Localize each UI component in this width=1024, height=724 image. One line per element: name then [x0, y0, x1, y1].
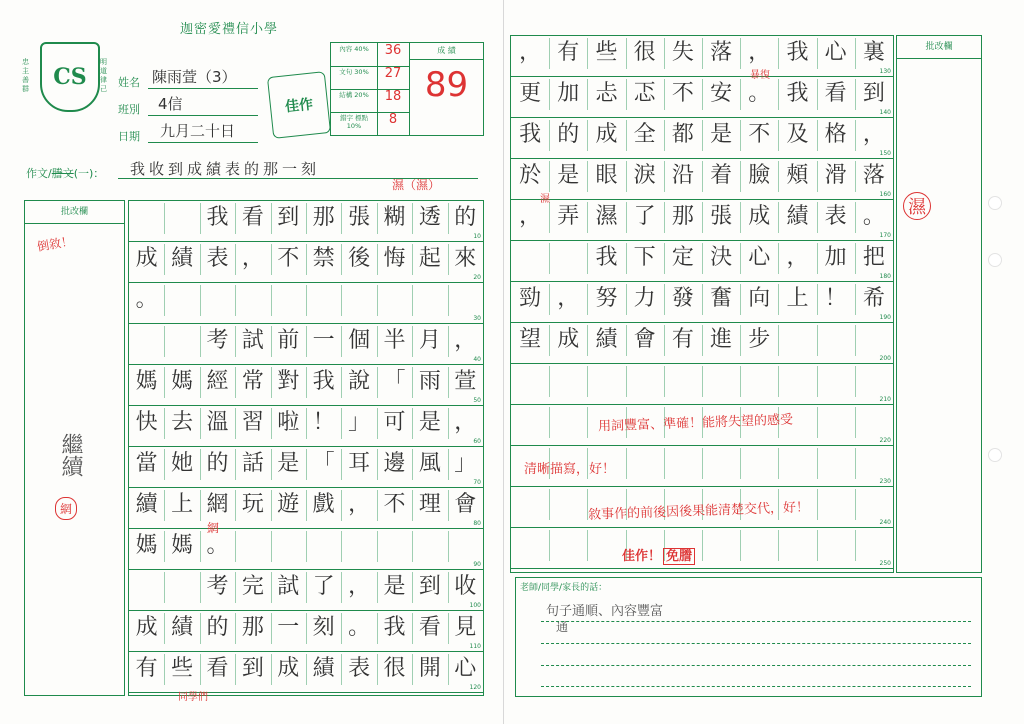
grid-line-number: 30: [473, 315, 481, 322]
grid-character: 沿: [671, 163, 694, 188]
grid-character: 看: [206, 656, 229, 681]
grid-character: 不: [748, 122, 771, 147]
grid-character: 前: [277, 328, 300, 353]
grid-character: ，: [241, 246, 264, 271]
grid-character: 表: [206, 246, 229, 271]
grid-character: 。: [135, 287, 158, 312]
grid-character: 了: [633, 204, 656, 229]
grid-character: 有: [557, 40, 580, 65]
inline-correction: 濕: [540, 194, 550, 205]
grid-character: 心: [454, 656, 477, 681]
award-label: 佳作！: [622, 549, 662, 564]
grid-character: 不: [671, 81, 694, 106]
grid-character: 媽: [171, 369, 194, 394]
grid-character: 習: [241, 410, 264, 435]
score-value: 36: [384, 43, 402, 58]
grid-character: 看: [241, 205, 264, 230]
margin-comment: 網: [55, 497, 77, 520]
score-label: 錯字 標點 10%: [339, 114, 369, 130]
grid-character: 一: [277, 615, 300, 640]
grid-character: 萱: [454, 369, 477, 394]
grid-character: ！: [824, 286, 847, 311]
grid-row-text: [129, 283, 483, 318]
score-row: [331, 112, 409, 134]
grid-character: 雨: [418, 369, 441, 394]
grid-character: ，: [454, 328, 477, 353]
grid-character: 臉: [748, 163, 771, 188]
motto-left: 忠主善群: [22, 58, 29, 93]
grid-line-number: 40: [473, 356, 481, 363]
grid-row-text: [511, 528, 893, 563]
stamp-label: 佳作: [284, 96, 314, 116]
essay-type-struck: 謄文: [51, 167, 74, 180]
grid-character: 。: [348, 615, 371, 640]
class-underline: [148, 115, 258, 116]
grid-character: 當: [135, 451, 158, 476]
grid-character: 對: [277, 369, 300, 394]
grid-character: 耳: [348, 451, 371, 476]
grid-character: 考: [206, 574, 229, 599]
grid-character: 成: [135, 615, 158, 640]
grid-character: 把: [862, 245, 885, 270]
grade-header: 成 績: [410, 43, 483, 60]
grid-line-number: 230: [879, 478, 891, 485]
excellent-stamp: [267, 71, 331, 139]
grid-character: 成: [748, 204, 771, 229]
grid-character: 努: [595, 286, 618, 311]
grid-character: 張: [710, 204, 733, 229]
grid-character: 我: [786, 40, 809, 65]
grid-character: 有: [671, 327, 694, 352]
grid-character: 試: [277, 574, 300, 599]
grid-character: 成: [595, 122, 618, 147]
grid-character: 是: [277, 451, 300, 476]
comment-line: [541, 665, 971, 666]
grid-line-number: 50: [473, 397, 481, 404]
grid-line-number: 70: [473, 479, 481, 486]
grid-character: ，: [748, 40, 771, 65]
grid-row-text: [511, 364, 893, 399]
grid-character: 進: [710, 327, 733, 352]
grade-value: 89: [424, 65, 469, 105]
grid-character: 那: [241, 615, 264, 640]
grid-character: 。: [862, 204, 885, 229]
grid-character: ，: [519, 40, 542, 65]
grid-character: 弄: [557, 204, 580, 229]
grid-character: ，: [348, 492, 371, 517]
grid-character: ，: [786, 245, 809, 270]
grid-character: 到: [277, 205, 300, 230]
grid-character: 是: [557, 163, 580, 188]
grid-character: 績: [786, 204, 809, 229]
score-value: 27: [384, 66, 402, 81]
grid-line-number: 120: [469, 684, 481, 691]
grid-character: 些: [595, 40, 618, 65]
grid-character: 考: [206, 328, 229, 353]
grid-character: 到: [241, 656, 264, 681]
grid-character: ，: [519, 204, 542, 229]
grid-line-number: 220: [879, 437, 891, 444]
grid-character: 媽: [135, 533, 158, 558]
teacher-comment: 敘事作的前後因後果能清楚交代，好！: [587, 500, 810, 523]
grid-character: 更: [519, 81, 542, 106]
grid-character: 風: [418, 451, 441, 476]
grid-character: 決: [710, 245, 733, 270]
grid-line-number: 140: [879, 109, 891, 116]
left-essay-grid: [128, 200, 484, 696]
grid-character: 上: [171, 492, 194, 517]
grid-character: 啦: [277, 410, 300, 435]
date-label: 日期: [118, 130, 140, 143]
school-logo: [40, 42, 100, 112]
grid-character: 邊: [383, 451, 406, 476]
grid-character: 發: [671, 286, 694, 311]
grid-character: 表: [348, 656, 371, 681]
grid-character: 看: [824, 81, 847, 106]
grid-character: 那: [312, 205, 335, 230]
grid-character: 績: [171, 615, 194, 640]
grid-character: 於: [519, 163, 542, 188]
grid-line-number: 100: [469, 602, 481, 609]
grid-character: 我: [312, 369, 335, 394]
grid-character: 我: [595, 245, 618, 270]
grid-character: 月: [418, 328, 441, 353]
grid-character: 加: [824, 245, 847, 270]
grid-character: 起: [418, 246, 441, 271]
name-underline: [148, 88, 258, 89]
grid-character: 的: [557, 122, 580, 147]
grid-character: 奮: [710, 286, 733, 311]
grid-character: 理: [418, 492, 441, 517]
essay-type-suffix: (一)：: [73, 167, 105, 180]
binder-hole: [988, 253, 1002, 267]
grid-character: 開: [418, 656, 441, 681]
grid-character: 「: [383, 369, 406, 394]
page-fold: [503, 0, 504, 724]
grid-character: 媽: [135, 369, 158, 394]
grid-character: 的: [206, 615, 229, 640]
teacher-comment: 用詞豐富、準確！能將失望的感受: [597, 412, 794, 435]
marking-column-header: 批改欄: [897, 36, 981, 59]
grid-character: ，: [862, 122, 885, 147]
grid-character: 會: [633, 327, 656, 352]
grid-character: 收: [454, 574, 477, 599]
grid-character: 」: [454, 451, 477, 476]
grid-character: 媽: [171, 533, 194, 558]
grid-character: 去: [171, 410, 194, 435]
grid-character: 我: [519, 122, 542, 147]
grid-character: 」: [348, 410, 371, 435]
grid-character: 來: [454, 246, 477, 271]
grid-character: 步: [748, 327, 771, 352]
class-value: 4信: [158, 95, 183, 113]
grid-character: 後: [348, 246, 371, 271]
right-essay-grid: [510, 35, 894, 573]
grid-line-number: 170: [879, 232, 891, 239]
margin-comment: 繼續: [58, 433, 83, 477]
grid-character: 刻: [312, 615, 335, 640]
grid-character: 些: [171, 656, 194, 681]
grid-character: ！: [312, 410, 335, 435]
inline-correction: 暴復: [750, 70, 770, 81]
comment-box: [515, 577, 982, 697]
grid-character: 安: [710, 81, 733, 106]
grid-character: 全: [633, 122, 656, 147]
grid-line-number: 60: [473, 438, 481, 445]
comment-line: [541, 686, 971, 687]
grid-character: 續: [135, 492, 158, 517]
grid-character: 加: [557, 81, 580, 106]
grid-character: 有: [135, 656, 158, 681]
name-label: 姓名: [118, 76, 140, 89]
grid-character: 頰: [786, 163, 809, 188]
grid-line-number: 20: [473, 274, 481, 281]
grid-character: 忑: [633, 81, 656, 106]
grid-character: 試: [241, 328, 264, 353]
grid-character: 那: [671, 204, 694, 229]
grid-character: 到: [862, 81, 885, 106]
grid-character: 見: [454, 615, 477, 640]
grid-character: 是: [418, 410, 441, 435]
grid-character: 心: [748, 245, 771, 270]
binder-hole: [988, 196, 1002, 210]
comment-text: 通: [556, 620, 569, 634]
grid-character: 。: [748, 81, 771, 106]
grid-character: 完: [241, 574, 264, 599]
grid-line-number: 10: [473, 233, 481, 240]
grid-character: 成: [557, 327, 580, 352]
grid-character: 績: [595, 327, 618, 352]
grid-character: 不: [383, 492, 406, 517]
grid-character: 濕: [595, 204, 618, 229]
grid-character: 定: [671, 245, 694, 270]
grid-character: 個: [348, 328, 371, 353]
grid-character: 到: [418, 574, 441, 599]
grid-character: 她: [171, 451, 194, 476]
grid-character: 下: [633, 245, 656, 270]
grid-character: 淚: [633, 163, 656, 188]
school-name: 迦密愛禮信小學: [180, 22, 279, 37]
award-note: [622, 545, 695, 564]
grid-character: 網: [206, 492, 229, 517]
grid-line-number: 240: [879, 519, 891, 526]
grid-character: 看: [418, 615, 441, 640]
score-label: 內容 40%: [339, 45, 369, 53]
grid-character: 可: [383, 410, 406, 435]
grid-character: 了: [312, 574, 335, 599]
score-label: 文句 30%: [339, 68, 369, 76]
grid-character: 很: [383, 656, 406, 681]
grid-line-number: 250: [879, 560, 891, 567]
grid-character: 透: [418, 205, 441, 230]
grid-character: ，: [454, 410, 477, 435]
grid-row-line: [511, 568, 893, 569]
marking-column-header: 批改欄: [25, 201, 124, 224]
score-value: 8: [388, 112, 398, 127]
grid-character: 落: [862, 163, 885, 188]
grid-character: 禁: [312, 246, 335, 271]
grid-character: 一: [312, 328, 335, 353]
score-row: [331, 89, 409, 113]
grid-character: 「: [312, 451, 335, 476]
grid-character: 的: [454, 205, 477, 230]
grid-character: 我: [786, 81, 809, 106]
comment-text: 句子通順、內容豐富: [546, 604, 664, 619]
grid-character: 眼: [595, 163, 618, 188]
grid-character: 勁: [519, 286, 542, 311]
grid-character: 失: [671, 40, 694, 65]
grid-character: 不: [277, 246, 300, 271]
grid-character: 悔: [383, 246, 406, 271]
grid-character: 績: [312, 656, 335, 681]
grid-character: 張: [348, 205, 371, 230]
grid-line-number: 110: [469, 643, 481, 650]
binder-hole: [988, 448, 1002, 462]
grid-character: 着: [710, 163, 733, 188]
inline-correction: 濕（濕）: [392, 178, 441, 192]
essay-type-label: 作文/: [26, 167, 52, 180]
grid-character: 很: [633, 40, 656, 65]
grid-character: 戲: [312, 492, 335, 517]
grid-character: 。: [206, 533, 229, 558]
grid-character: 向: [748, 286, 771, 311]
grid-character: 會: [454, 492, 477, 517]
grid-character: 常: [241, 369, 264, 394]
grid-character: 糊: [383, 205, 406, 230]
grid-character: 上: [786, 286, 809, 311]
left-marking-column: [24, 200, 125, 696]
inline-correction: 同學們: [178, 692, 208, 703]
comment-box-label: 老師/同學/家長的話：: [520, 583, 608, 593]
grid-character: 半: [383, 328, 406, 353]
score-row: [331, 66, 409, 90]
grid-character: 滑: [824, 163, 847, 188]
grid-character: 表: [824, 204, 847, 229]
grid-line-number: 80: [473, 520, 481, 527]
logo-letters: CS: [53, 64, 87, 90]
grid-character: 我: [206, 205, 229, 230]
grid-character: 溫: [206, 410, 229, 435]
grid-character: 希: [862, 286, 885, 311]
grid-character: 忐: [595, 81, 618, 106]
essay-type: [26, 165, 104, 181]
name-value: 陳雨萱（3）: [152, 68, 237, 86]
grid-line-number: 200: [879, 355, 891, 362]
grid-character: 裏: [862, 40, 885, 65]
grid-character: 遊: [277, 492, 300, 517]
score-value: 18: [384, 89, 402, 104]
grid-character: 玩: [241, 492, 264, 517]
grid-character: 是: [383, 574, 406, 599]
essay-title: 我收到成績表的那一刻: [130, 160, 321, 178]
grid-line-number: 90: [473, 561, 481, 568]
comment-line: [541, 643, 971, 644]
comment-line: [541, 621, 971, 622]
grid-line-number: 210: [879, 396, 891, 403]
teacher-comment: 清晰描寫，好！: [524, 462, 616, 477]
grid-character: 的: [206, 451, 229, 476]
grid-line-number: 160: [879, 191, 891, 198]
grid-character: 績: [171, 246, 194, 271]
margin-comment: 倒敘！: [36, 233, 75, 255]
grid-line-number: 130: [879, 68, 891, 75]
date-value: 九月二十日: [160, 122, 236, 140]
grid-character: 力: [633, 286, 656, 311]
grid-line-number: 180: [879, 273, 891, 280]
grid-character: 經: [206, 369, 229, 394]
right-marking-column: [896, 35, 982, 573]
grid-character: 格: [824, 122, 847, 147]
motto-right: 明道律己: [100, 58, 107, 93]
grid-character: 我: [383, 615, 406, 640]
class-label: 班別: [118, 103, 140, 116]
score-row: [331, 43, 409, 67]
grid-character: ，: [348, 574, 371, 599]
score-table: [330, 42, 484, 136]
grid-character: 成: [135, 246, 158, 271]
grid-character: 說: [348, 369, 371, 394]
grid-character: 快: [135, 410, 158, 435]
grid-line-number: 190: [879, 314, 891, 321]
grid-character: ，: [557, 286, 580, 311]
grid-character: 望: [519, 327, 542, 352]
grid-character: 是: [710, 122, 733, 147]
grid-character: 話: [241, 451, 264, 476]
award-suffix: 免謄: [663, 548, 695, 565]
score-label: 結構 20%: [339, 91, 369, 99]
grid-character: 及: [786, 122, 809, 147]
inline-correction: 網: [207, 521, 220, 535]
grid-character: 都: [671, 122, 694, 147]
grid-character: 心: [824, 40, 847, 65]
grid-line-number: 150: [879, 150, 891, 157]
grid-character: 落: [710, 40, 733, 65]
margin-comment: 濕: [903, 192, 931, 220]
date-underline: [148, 142, 258, 143]
grid-character: 成: [277, 656, 300, 681]
